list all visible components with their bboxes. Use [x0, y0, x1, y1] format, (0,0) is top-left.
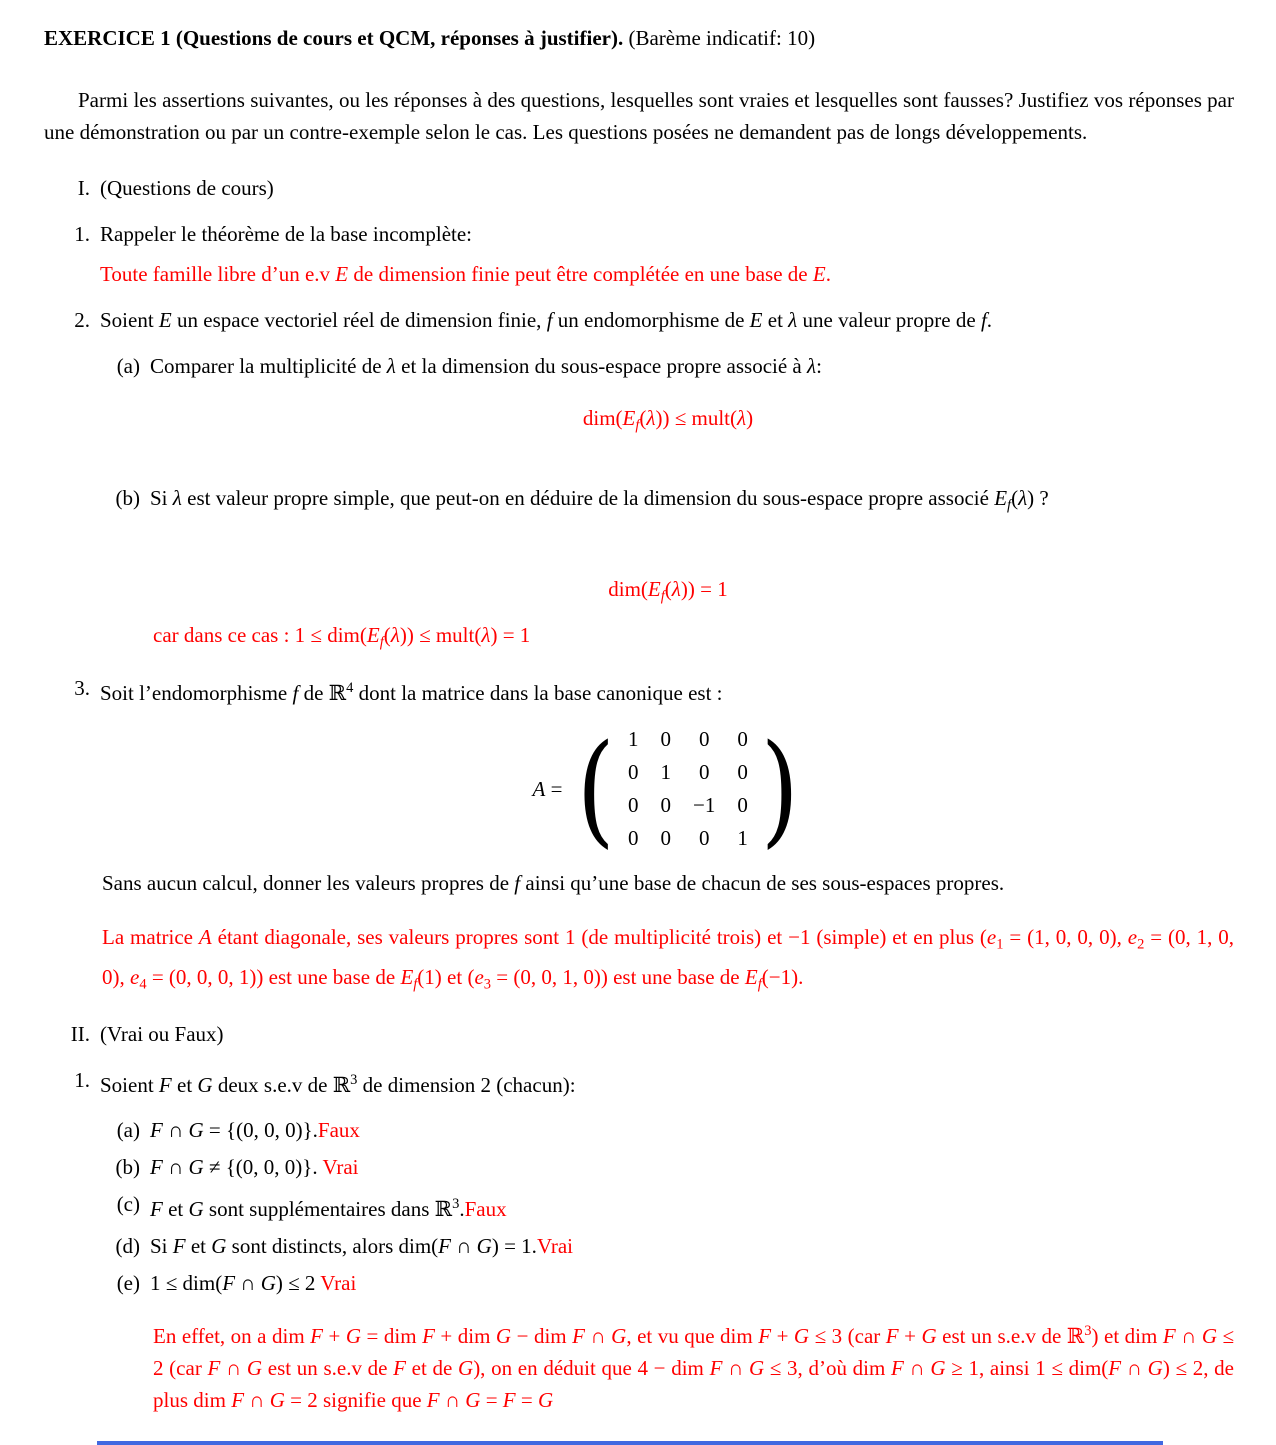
question-2a [44, 350, 1234, 382]
section-2-heading [44, 1018, 1234, 1050]
matrix-cell: −1 [693, 793, 716, 817]
matrix-cell: 0 [628, 826, 639, 850]
matrix-grid [620, 723, 756, 855]
matrix-cell: 0 [737, 727, 748, 751]
item-a-text: F ∩ G = {(0, 0, 0)}.Faux [150, 1118, 360, 1142]
true-false-item-e [44, 1267, 1234, 1299]
answer-formula-q2a: $dim(E_f(\lambda))$ ≤ mult(λ) [582, 406, 754, 434]
item-d-text: Si F et G sont distincts, alors dim(F ∩ G) = 1.Vrai [150, 1234, 573, 1258]
matrix-cell: 0 [660, 793, 672, 817]
section-1-label: I. [77, 176, 90, 200]
exercise-title-scale: (Barème indicatif: 10) [623, 26, 816, 50]
item-d-label: (d) [115, 1234, 140, 1258]
matrix-cell: 0 [737, 760, 748, 784]
item-c-label: (c) [116, 1192, 140, 1216]
question-2a-label: (a) [116, 354, 140, 378]
true-false-item-d [44, 1230, 1234, 1262]
matrix-equation [102, 718, 1234, 860]
item-b-label: (b) [115, 1155, 140, 1179]
item-e-text: 1 ≤ dim(F ∩ G) ≤ 2 Vrai [150, 1271, 357, 1295]
item-e-label: (e) [116, 1271, 140, 1295]
question-1 [44, 218, 1234, 250]
matrix-left-paren: ( [577, 718, 616, 860]
matrix-cell: 0 [698, 826, 710, 850]
question-2-text: Soient E un espace vectoriel réel de dimension finie, f un endomorphisme de E et λ une valeur propre de f. [100, 308, 993, 332]
true-false-item-c [44, 1188, 1234, 1225]
question-3-text: Soit l’endomorphisme f de ℝ$^4$ dont la matrice dans la base canonique est : [100, 680, 723, 705]
matrix-cell: 0 [628, 760, 639, 784]
section-1-heading-text: (Questions de cours) [100, 176, 274, 200]
question-2 [44, 304, 1234, 336]
true-false-item-a [44, 1114, 1234, 1146]
answer-q2b-justification: car dans ce cas : $1 \le dim(E_f(\lambda))$ ≤ mult(λ) = 1 [153, 622, 531, 650]
matrix-cell: 0 [660, 826, 672, 850]
item-c-text: F et G sont supplémentaires dans ℝ$^3$.Faux [150, 1196, 507, 1221]
bottom-rule [97, 1441, 1163, 1445]
matrix-lhs: A = [532, 777, 563, 801]
question-II-1-number: 1. [74, 1068, 90, 1092]
matrix-cell: 1 [737, 826, 748, 850]
question-2b [44, 482, 1234, 522]
question-2b-label: (b) [115, 485, 140, 510]
question-3 [44, 672, 1234, 709]
question-3-number: 3. [74, 676, 90, 700]
question-2-number: 2. [74, 308, 90, 332]
matrix-cell: 0 [698, 760, 710, 784]
question-1-number: 1. [74, 222, 90, 246]
matrix-cell: 0 [628, 793, 639, 817]
section-2-heading-text: (Vrai ou Faux) [100, 1022, 224, 1046]
matrix-cell: 0 [737, 793, 748, 817]
answer-formula-q2b: $dim(E_f(\lambda)) = 1$ [608, 577, 728, 605]
intro-paragraph: Parmi les assertions suivantes, ou les réponses à des questions, lesquelles sont vraies et lesquelles sont fausses? Justifiez vos réponses par une démonstration ou par un contre-exemple selon le cas. Les questions posées ne demandent pas de longs développements. [44, 88, 1234, 144]
item-a-label: (a) [116, 1118, 140, 1142]
section-1-heading [44, 172, 1234, 204]
item-b-text: F ∩ G ≠ {(0, 0, 0)}. Vrai [150, 1155, 359, 1179]
matrix-cell: 1 [660, 760, 672, 784]
answer-II-justification: En effet, on a dim F + G = dim F + dim G − dim F ∩ G, et vu que dim F + G ≤ 3 (car F + G est un s.e.v de ℝ$^3$) et dim F ∩ G ≤ 2 (car F ∩ G est un s.e.v de F et de G), on en déduit que 4 − dim F ∩ G ≤ 3, d’où dim F ∩ G ≥ 1, ainsi 1 ≤ dim(F ∩ G) ≤ 2, de plus dim F ∩ G = 2 signifie que F ∩ G = F = G [153, 1323, 1235, 1412]
question-2b-text: Si λ est valeur propre simple, que peut-on en déduire de la dimension du sous-espace propre associé $E_f(\lambda)$ ? [150, 485, 1049, 513]
matrix-cell: 0 [698, 727, 710, 751]
matrix-cell: 0 [660, 727, 672, 751]
question-II-1 [44, 1064, 1234, 1101]
section-2-label: II. [70, 1022, 90, 1046]
exercise-title: EXERCICE 1 (Questions de cours et QCM, réponses à justifier). [44, 26, 624, 50]
question-3-followup: Sans aucun calcul, donner les valeurs propres de f ainsi qu’une base de chacun de ses sous-espaces propres. [102, 871, 1005, 895]
question-2a-text: Comparer la multiplicité de λ et la dimension du sous-espace propre associé à λ: [150, 354, 822, 378]
true-false-item-b [44, 1151, 1234, 1183]
answer-q3: La matrice A étant diagonale, ses valeurs propres sont 1 (de multiplicité trois) et −1 (simple) et en plus ($e_1 = (1$, 0, 0, 0), $e_2 = (0$, 1, 0, 0), $e_4 = (0$, 0, 0, 1)) est une base de $E_f(1)$ et ($e_3 = (0$, 0, 1, 0)) est une base de $E_f(-1)$. [102, 925, 1234, 992]
answer-q1: Toute famille libre d’un e.v E de dimension finie peut être complétée en une base de E. [100, 262, 831, 286]
question-1-text: Rappeler le théorème de la base incomplète: [100, 222, 473, 246]
question-II-1-text: Soient F et G deux s.e.v de ℝ$^3$ de dimension 2 (chacun): [100, 1072, 576, 1097]
matrix-right-paren: ) [760, 718, 799, 860]
matrix-cell: 1 [628, 727, 639, 751]
page-title [44, 22, 1234, 54]
